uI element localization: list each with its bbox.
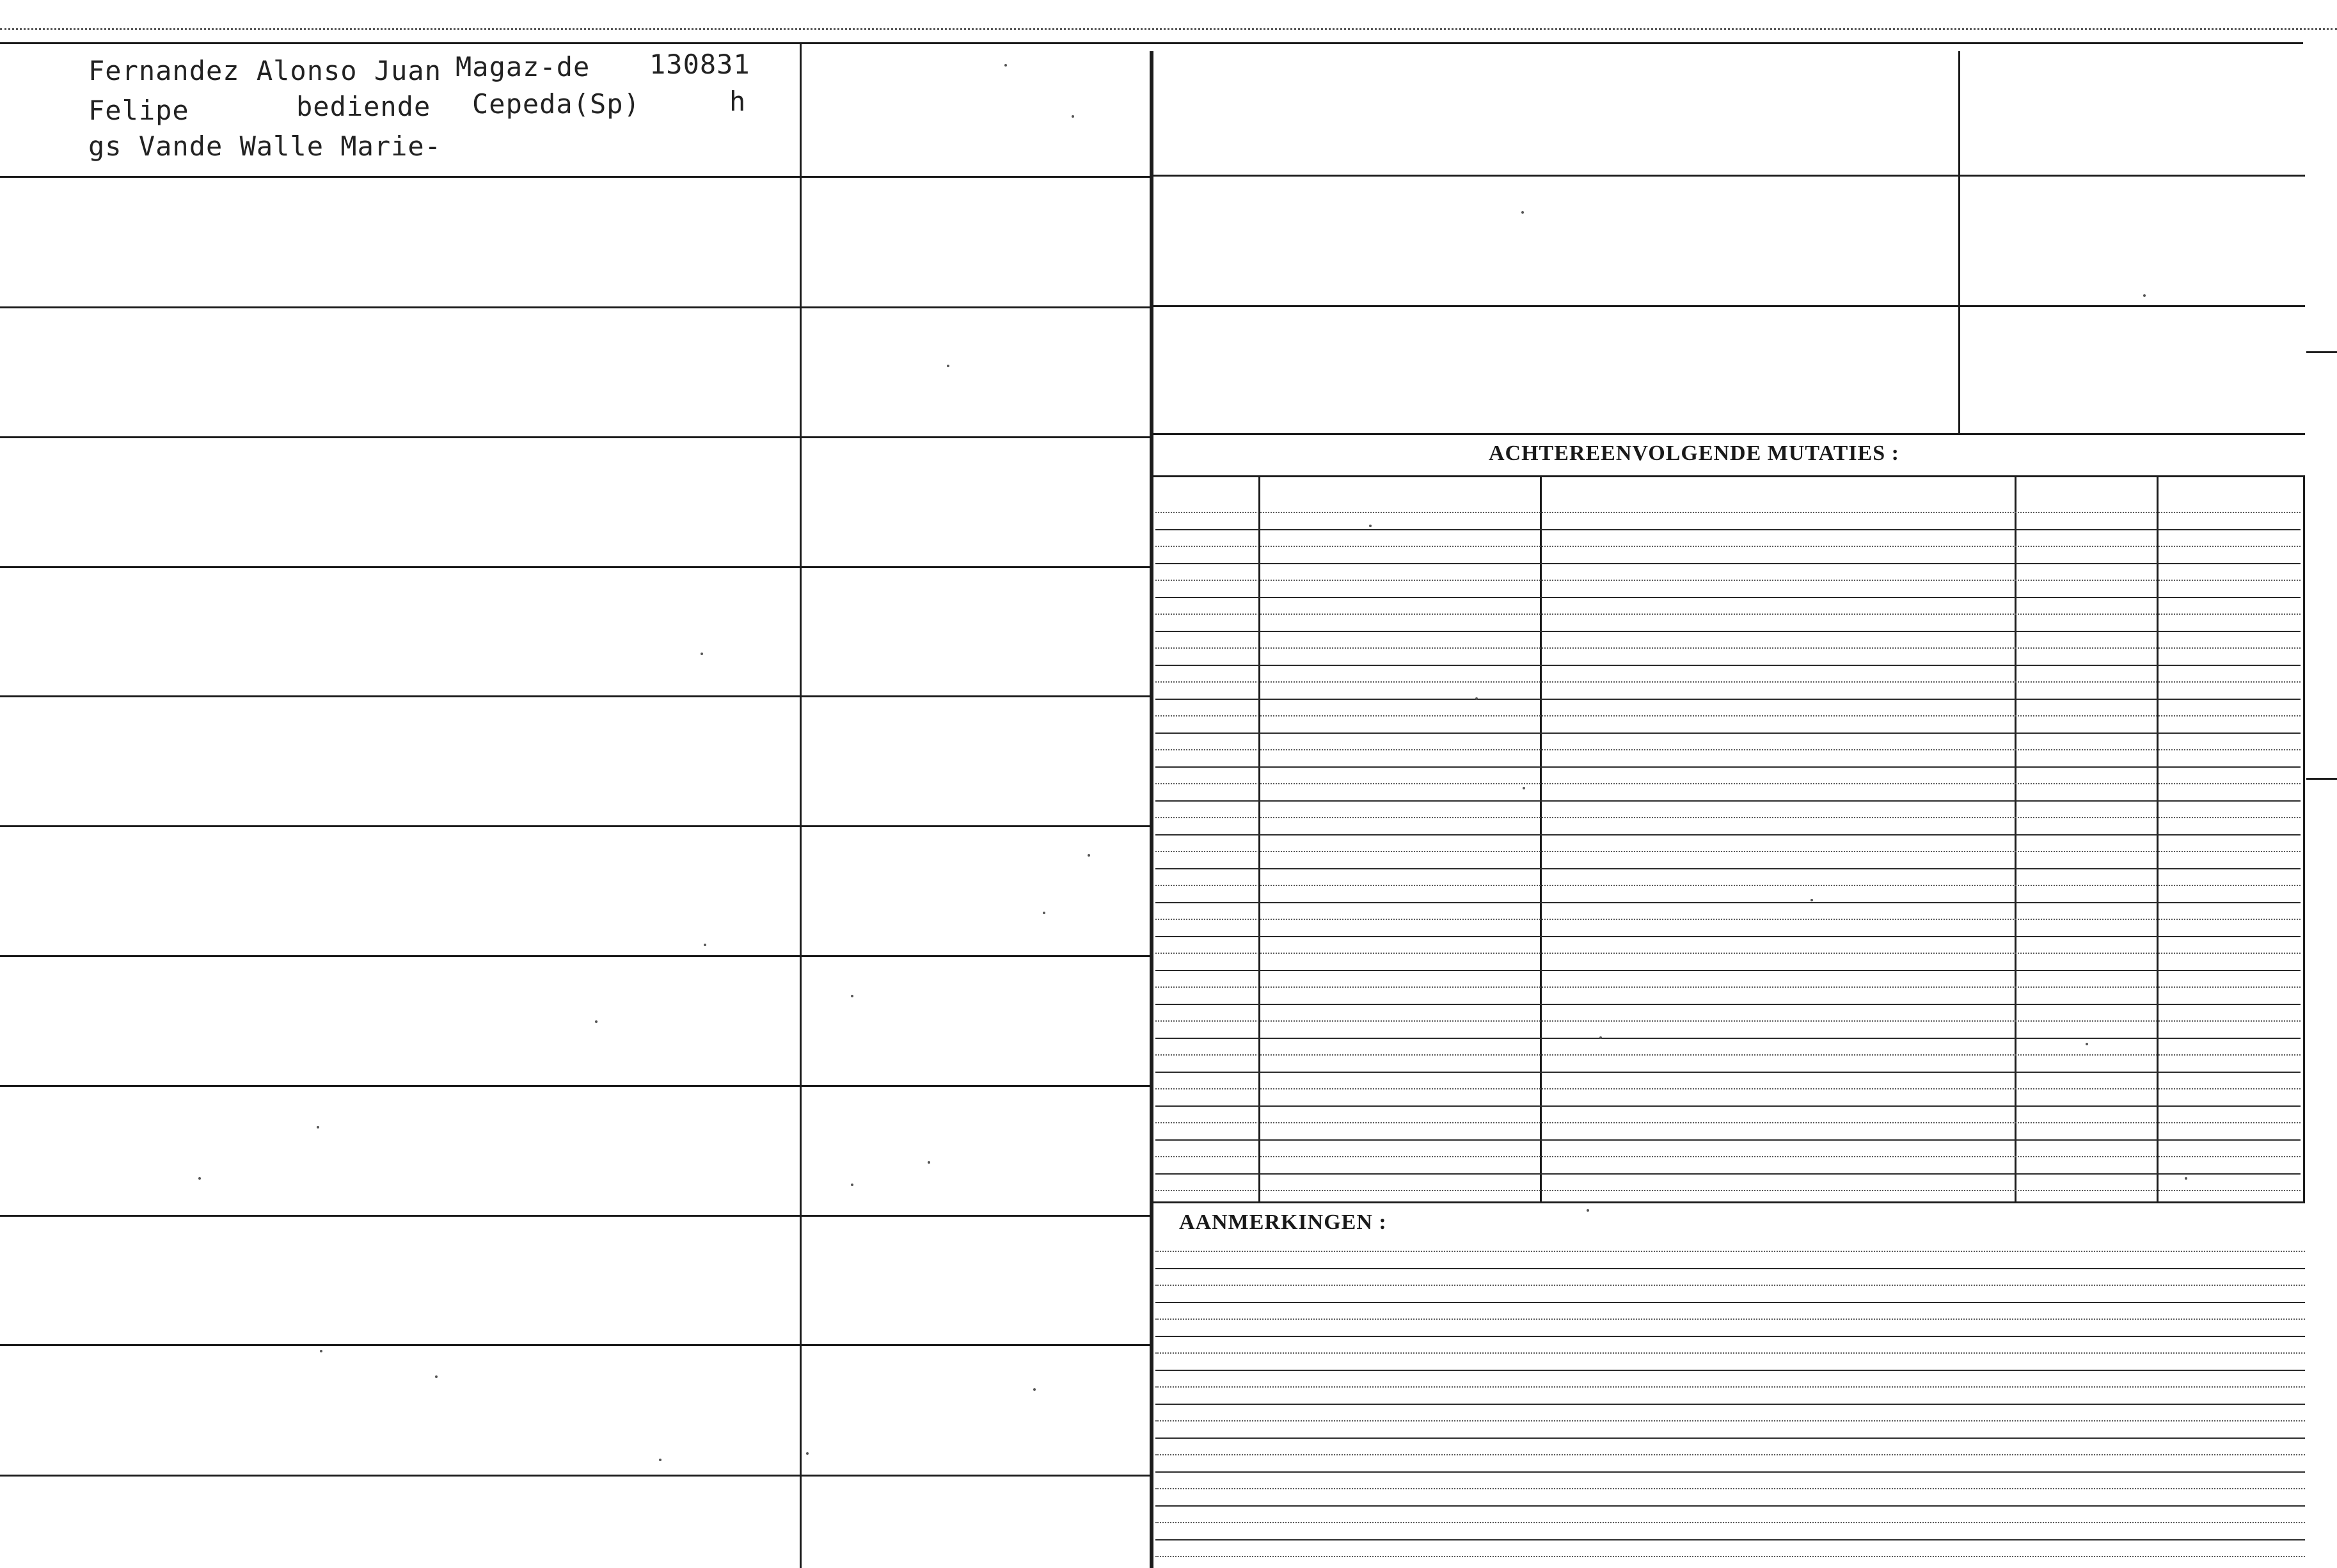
mutation-ruled-line: [1155, 715, 2301, 717]
mutation-ruled-line: [1155, 665, 2301, 666]
mutation-ruled-line: [1155, 1020, 2301, 1022]
mutation-ruled-line: [1155, 1072, 2301, 1073]
remark-ruled-line: [1155, 1505, 2305, 1507]
mutation-ruled-line: [1155, 953, 2301, 954]
remark-ruled-line: [1155, 1539, 2305, 1540]
remark-ruled-line: [1155, 1522, 2305, 1523]
remark-ruled-line: [1155, 1420, 2305, 1421]
remark-ruled-line: [1155, 1471, 2305, 1473]
mutation-ruled-line: [1155, 749, 2301, 750]
mutation-ruled-line: [1155, 699, 2301, 700]
scan-speck: [1475, 697, 1478, 700]
mutation-ruled-line: [1155, 733, 2301, 734]
mutations-header-bottom: [1153, 475, 2305, 477]
mutations-right-border: [2303, 475, 2305, 1201]
birth-date: 130831: [649, 49, 750, 80]
mutation-ruled-line: [1155, 1122, 2301, 1123]
scan-speck: [1004, 64, 1007, 67]
birthplace-cont: Cepeda(Sp): [472, 88, 640, 120]
remark-ruled-line: [1155, 1302, 2305, 1303]
top-scan-edge: [0, 28, 2337, 30]
scan-speck: [1810, 899, 1813, 901]
left-row-line: [0, 566, 1150, 568]
left-row-line: [0, 1475, 1150, 1477]
edge-tick: [2306, 351, 2337, 353]
mutation-ruled-line: [1155, 766, 2301, 768]
mutations-header: ACHTEREENVOLGENDE MUTATIES :: [1489, 441, 1899, 465]
mutation-ruled-line: [1155, 851, 2301, 852]
spouse-name: gs Vande Walle Marie-: [88, 131, 442, 162]
mutation-ruled-line: [1155, 647, 2301, 649]
right-upper-divider: [1958, 51, 1960, 433]
scan-speck: [851, 1184, 853, 1186]
mutation-ruled-line: [1155, 783, 2301, 784]
left-row-line: [0, 1085, 1150, 1087]
remark-ruled-line: [1155, 1488, 2305, 1489]
scan-speck: [198, 1177, 201, 1180]
scan-speck: [1043, 912, 1045, 914]
mutation-ruled-line: [1155, 970, 2301, 971]
mutation-ruled-line: [1155, 986, 2301, 988]
mutation-ruled-line: [1155, 1004, 2301, 1005]
mutation-ruled-line: [1155, 597, 2301, 598]
mutation-ruled-line: [1155, 631, 2301, 632]
mutations-bottom: [1153, 1201, 2305, 1203]
mutation-ruled-line: [1155, 834, 2301, 835]
remark-ruled-line: [1155, 1404, 2305, 1405]
right-upper-bottom: [1153, 433, 2305, 435]
scan-speck: [1033, 1388, 1036, 1391]
mutation-ruled-line: [1155, 512, 2301, 513]
left-row-line: [0, 436, 1150, 438]
left-row-line: [0, 825, 1150, 827]
mutation-ruled-line: [1155, 1190, 2301, 1191]
mutation-ruled-line: [1155, 1139, 2301, 1141]
scan-speck: [2086, 1043, 2088, 1045]
scan-speck: [1088, 854, 1090, 857]
remark-ruled-line: [1155, 1437, 2305, 1439]
scan-speck: [1521, 211, 1524, 214]
mutation-ruled-line: [1155, 1038, 2301, 1039]
remarks-header: AANMERKINGEN :: [1179, 1210, 1387, 1234]
mutation-ruled-line: [1155, 614, 2301, 615]
scan-speck: [595, 1020, 598, 1023]
scan-speck: [1369, 525, 1372, 527]
scan-speck: [851, 995, 853, 997]
scan-speck: [2143, 294, 2146, 297]
scan-speck: [1523, 787, 1525, 789]
mutation-ruled-line: [1155, 1156, 2301, 1157]
scan-speck: [320, 1350, 322, 1352]
occupation: bediende: [296, 91, 431, 122]
mutation-ruled-line: [1155, 936, 2301, 937]
right-upper-row-line: [1153, 175, 2305, 177]
scan-speck: [1587, 1209, 1589, 1212]
mutation-ruled-line: [1155, 1173, 2301, 1175]
scan-speck: [701, 653, 703, 655]
mutation-ruled-line: [1155, 529, 2301, 530]
remark-ruled-line: [1155, 1386, 2305, 1388]
mutation-ruled-line: [1155, 546, 2301, 547]
mutation-ruled-line: [1155, 563, 2301, 564]
mutation-ruled-line: [1155, 885, 2301, 886]
mutation-ruled-line: [1155, 919, 2301, 920]
mutation-ruled-line: [1155, 868, 2301, 869]
scan-speck: [317, 1126, 319, 1128]
mutations-column-divider: [2157, 475, 2159, 1201]
mutation-ruled-line: [1155, 1105, 2301, 1107]
mutations-column-divider: [2015, 475, 2016, 1201]
mutation-ruled-line: [1155, 1054, 2301, 1056]
left-column-divider: [800, 42, 802, 1568]
scan-speck: [1072, 115, 1074, 118]
mutations-column-divider: [1258, 475, 1260, 1201]
mutation-ruled-line: [1155, 580, 2301, 581]
scan-speck: [947, 365, 949, 367]
scan-speck: [435, 1375, 438, 1378]
remark-ruled-line: [1155, 1370, 2305, 1371]
remark-ruled-line: [1155, 1268, 2305, 1269]
scan-speck: [928, 1161, 930, 1164]
scan-speck: [704, 944, 706, 946]
mutation-ruled-line: [1155, 800, 2301, 802]
remark-ruled-line: [1155, 1251, 2305, 1252]
sex: h: [729, 86, 747, 117]
left-row-line: [0, 955, 1150, 957]
scan-speck: [806, 1452, 809, 1455]
remark-ruled-line: [1155, 1285, 2305, 1286]
given-name-cont: Felipe: [88, 95, 189, 126]
surname-given-name: Fernandez Alonso Juan: [88, 55, 442, 86]
birthplace: Magaz-de: [456, 51, 590, 83]
left-row-line: [0, 306, 1150, 308]
remark-ruled-line: [1155, 1556, 2305, 1557]
left-row-line: [0, 176, 1150, 178]
center-column-divider: [1150, 51, 1153, 1568]
mutation-ruled-line: [1155, 817, 2301, 818]
remark-ruled-line: [1155, 1336, 2305, 1337]
left-row-line: [0, 1215, 1150, 1217]
remark-ruled-line: [1155, 1352, 2305, 1354]
left-row-line: [0, 695, 1150, 697]
scan-speck: [659, 1459, 661, 1461]
right-upper-row-line: [1153, 305, 2305, 307]
mutations-column-divider: [1540, 475, 1542, 1201]
mutation-ruled-line: [1155, 902, 2301, 903]
left-row-line: [0, 1344, 1150, 1346]
mutation-ruled-line: [1155, 1088, 2301, 1089]
mutation-ruled-line: [1155, 681, 2301, 683]
remark-ruled-line: [1155, 1319, 2305, 1320]
edge-tick: [2306, 778, 2337, 780]
scan-speck: [2185, 1177, 2187, 1180]
top-border: [0, 42, 2303, 44]
scan-speck: [1599, 1036, 1602, 1039]
remark-ruled-line: [1155, 1454, 2305, 1455]
